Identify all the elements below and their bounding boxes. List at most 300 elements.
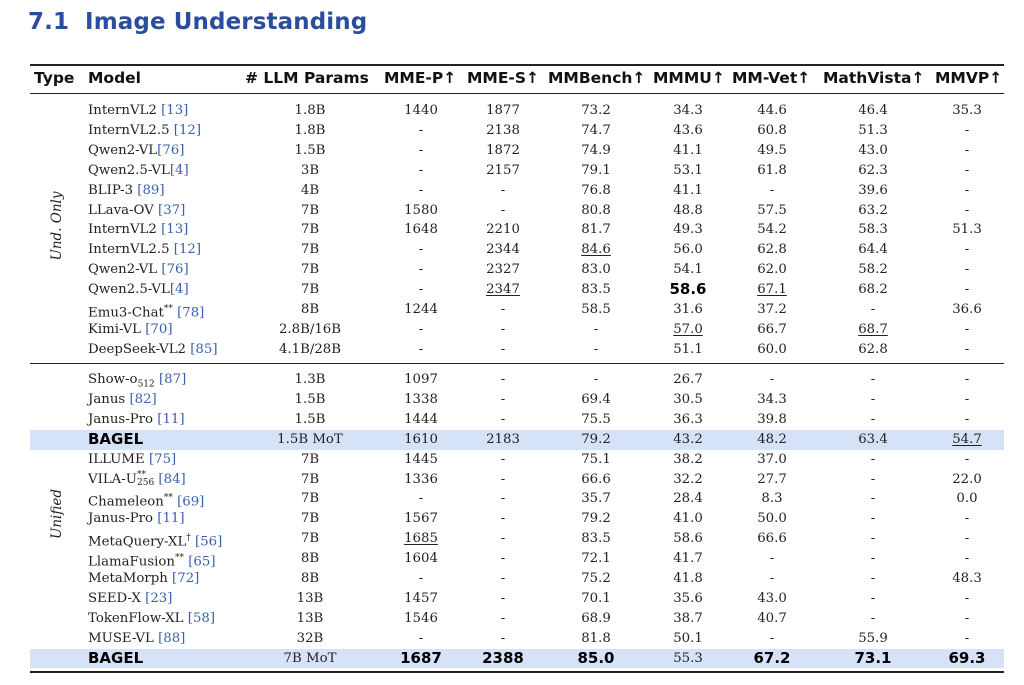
- cell-mmes: -: [500, 302, 506, 317]
- cell-mmbench: 81.7: [581, 222, 611, 238]
- cell-mmvet: 66.7: [757, 321, 787, 337]
- section-heading: [28, 9, 367, 35]
- cell-mmvp: -: [964, 321, 970, 337]
- cell-mathvista: -: [870, 451, 876, 467]
- citation-link[interactable]: [13]: [161, 103, 189, 118]
- cell-mmvet: 37.0: [757, 451, 787, 467]
- cell-mmmu: 54.1: [673, 262, 703, 278]
- cell-mmes: -: [500, 630, 506, 646]
- cell-mmep: 1440: [404, 103, 438, 118]
- col-header-mmep: MME-P↑: [384, 69, 457, 87]
- cell-mathvista: -: [870, 511, 876, 527]
- cell-model: Janus [82]: [88, 391, 157, 407]
- cell-mmbench: 35.7: [581, 491, 611, 507]
- cell-mmbench: 70.1: [581, 590, 611, 606]
- cell-mmmu: 53.1: [673, 162, 703, 178]
- cell-mathvista: 63.4: [858, 431, 888, 447]
- cell-mmvp: -: [964, 162, 970, 178]
- cell-mmvet: 48.2: [757, 431, 787, 447]
- cell-mmep: -: [418, 182, 424, 198]
- cell-mmvet: 50.0: [757, 511, 787, 527]
- table-row: [30, 121, 1004, 141]
- table-row: [30, 280, 1004, 300]
- cell-mmvp: -: [964, 202, 970, 218]
- cell-mathvista: 43.0: [858, 142, 888, 158]
- cell-mmvet: 37.2: [757, 302, 787, 317]
- cell-mathvista: -: [870, 471, 876, 487]
- cell-mmep: 1546: [404, 610, 438, 626]
- cell-mathvista: 58.2: [858, 262, 888, 278]
- citation-link[interactable]: [13]: [161, 222, 189, 238]
- cell-mmes: -: [500, 610, 506, 626]
- cell-mathvista: 68.2: [858, 282, 888, 298]
- cell-mmmu: 41.8: [673, 571, 703, 586]
- cell-mmvet: 67.2: [753, 648, 791, 667]
- cell-mmvet: 27.7: [757, 471, 787, 487]
- cell-mmvp: 51.3: [952, 222, 982, 238]
- cell-mmbench: 74.9: [581, 142, 611, 158]
- citation-link[interactable]: [78]: [177, 305, 205, 321]
- table-row: [30, 549, 1004, 569]
- table-row: [30, 609, 1004, 629]
- cell-params: 7B: [300, 531, 320, 547]
- cell-mmbench: 66.6: [581, 471, 611, 487]
- cell-mmvet: 54.2: [757, 222, 787, 238]
- group-label-unified: Unified: [49, 488, 65, 540]
- table-row: [30, 410, 1004, 430]
- cell-mmep: -: [418, 282, 424, 298]
- cell-model: InternVL2.5 [12]: [88, 122, 202, 138]
- cell-params: 7B: [300, 202, 320, 218]
- cell-mmmu: 58.6: [673, 531, 703, 547]
- cell-mathvista: -: [870, 531, 876, 547]
- cell-mathvista: -: [870, 372, 876, 387]
- cell-mmes: -: [500, 491, 506, 507]
- cell-model: SEED-X [23]: [88, 590, 173, 606]
- table-header-rule: [30, 93, 1004, 94]
- cell-params: 7B MoT: [283, 650, 337, 666]
- cell-mmep: -: [418, 491, 424, 507]
- cell-mmep: 1445: [404, 451, 438, 467]
- cell-mmes: -: [500, 341, 506, 357]
- cell-model: InternVL2 [13]: [88, 103, 189, 118]
- cell-mmvp: 69.3: [948, 648, 986, 667]
- cell-mmvet: 40.7: [757, 610, 787, 626]
- cell-mmep: 1687: [400, 648, 442, 667]
- cell-params: 1.8B: [294, 103, 326, 118]
- cell-mmvet: 62.0: [757, 262, 787, 278]
- cell-mmes: -: [500, 182, 506, 198]
- table-row: [30, 390, 1004, 410]
- cell-mmes: -: [500, 321, 506, 337]
- citation-link[interactable]: [12]: [173, 122, 202, 138]
- table-row: [30, 201, 1004, 221]
- cell-mmbench: 85.0: [577, 648, 615, 667]
- cell-mmmu: 38.2: [673, 451, 703, 467]
- cell-mmvet: 44.6: [757, 103, 787, 118]
- citation-link[interactable]: [72]: [172, 571, 200, 586]
- cell-mmmu: 41.1: [673, 182, 703, 198]
- cell-mmvet: 60.8: [757, 122, 787, 138]
- cell-params: 32B: [296, 630, 324, 646]
- cell-mmvet: -: [769, 571, 775, 586]
- cell-mmes: -: [500, 451, 506, 467]
- cell-mmvet: 8.3: [761, 491, 783, 507]
- cell-mmbench: 83.5: [581, 531, 611, 547]
- col-header-mmvp: MMVP↑: [935, 69, 1003, 87]
- cell-mmep: -: [418, 630, 424, 646]
- cell-model: Janus-Pro [11]: [88, 511, 185, 527]
- cell-mmmu: 34.3: [673, 103, 703, 118]
- cell-params: 1.8B: [294, 122, 326, 138]
- cell-mathvista: -: [870, 551, 876, 567]
- cell-params: 1.5B: [294, 142, 326, 158]
- cell-mmmu: 26.7: [673, 372, 703, 387]
- cell-model: MetaQuery-XL† [56]: [88, 533, 223, 550]
- citation-link[interactable]: [75]: [148, 451, 177, 467]
- cell-params: 7B: [300, 511, 320, 527]
- cell-mmvp: -: [964, 411, 970, 427]
- cell-mmvp: -: [964, 262, 970, 278]
- table-row: [30, 649, 1004, 669]
- cell-mmvet: 43.0: [757, 590, 787, 606]
- table-row: [30, 320, 1004, 340]
- cell-params: 1.5B: [294, 391, 326, 407]
- cell-mmes: 2183: [486, 431, 520, 447]
- cell-mmmu: 57.0: [673, 321, 703, 337]
- citation-link[interactable]: [76]: [157, 142, 185, 158]
- cell-mmbench: 73.2: [581, 103, 611, 118]
- cell-model: Show-$o_{512}$ [87]: [88, 372, 187, 390]
- citation-link[interactable]: [58]: [187, 610, 216, 626]
- citation-link[interactable]: [82]: [129, 391, 157, 407]
- cell-mmmu: 49.3: [673, 222, 703, 238]
- cell-mmvp: -: [964, 372, 970, 387]
- cell-mmep: 1610: [404, 431, 438, 447]
- cell-model: Qwen2.5-VL[4]: [88, 162, 189, 178]
- cell-params: 1.3B: [294, 372, 326, 387]
- citation-link[interactable]: [4]: [169, 162, 189, 178]
- cell-mmvp: 35.3: [952, 103, 982, 118]
- cell-params: 13B: [296, 590, 324, 606]
- cell-mmep: -: [418, 341, 424, 357]
- citation-link[interactable]: [89]: [137, 182, 165, 198]
- table-row: [30, 489, 1004, 509]
- cell-params: 7B: [300, 262, 320, 278]
- cell-mmbench: -: [593, 321, 599, 337]
- cell-mmes: 2344: [486, 242, 520, 258]
- cell-mathvista: -: [870, 491, 876, 507]
- cell-mathvista: 63.2: [858, 202, 888, 218]
- cell-mmvp: -: [964, 391, 970, 407]
- cell-model: MUSE-VL [88]: [88, 630, 186, 646]
- table-row: [30, 430, 1004, 450]
- table-row: [30, 300, 1004, 320]
- citation-link[interactable]: [70]: [145, 321, 173, 337]
- cell-mmmu: 31.6: [673, 302, 703, 317]
- cell-mmvet: 62.8: [757, 242, 787, 258]
- cell-mmmu: 51.1: [673, 341, 703, 357]
- citation-link[interactable]: [69]: [177, 494, 205, 510]
- cell-mmbench: 58.5: [581, 302, 611, 317]
- cell-mmvp: -: [964, 122, 970, 138]
- citation-link[interactable]: [87]: [158, 372, 187, 387]
- citation-link[interactable]: [11]: [157, 411, 185, 427]
- cell-mmes: 2157: [486, 162, 520, 178]
- cell-mmbench: 79.1: [581, 162, 611, 178]
- cell-model: InternVL2.5 [12]: [88, 242, 202, 258]
- cell-mathvista: 55.9: [858, 630, 888, 646]
- cell-mmbench: 81.8: [581, 630, 611, 646]
- cell-mmmu: 41.1: [673, 142, 703, 158]
- cell-params: 8B: [300, 571, 320, 586]
- cell-mmep: -: [418, 242, 424, 258]
- cell-mmep: 1097: [404, 372, 438, 387]
- cell-mmbench: 84.6: [581, 242, 611, 258]
- cell-mmbench: 83.5: [581, 282, 611, 298]
- cell-mmep: -: [418, 321, 424, 337]
- cell-mmes: -: [500, 590, 506, 606]
- cell-mmep: 1685: [404, 531, 438, 547]
- cell-mmvp: -: [964, 551, 970, 567]
- group-separator-rule: [30, 363, 1004, 364]
- cell-mmvp: -: [964, 142, 970, 158]
- cell-mmmu: 50.1: [673, 630, 703, 646]
- citation-link[interactable]: [11]: [157, 511, 185, 527]
- citation-link[interactable]: [23]: [145, 590, 173, 606]
- cell-params: 3B: [300, 162, 320, 178]
- cell-mmep: -: [418, 162, 424, 178]
- cell-mathvista: -: [870, 590, 876, 606]
- cell-mmvet: 66.6: [757, 531, 787, 547]
- cell-mathvista: 64.4: [858, 242, 888, 258]
- cell-mmmu: 41.7: [673, 551, 703, 567]
- cell-mmmu: 43.2: [673, 431, 703, 447]
- cell-mmvp: -: [964, 590, 970, 606]
- cell-params: 8B: [300, 302, 320, 317]
- cell-mmvp: -: [964, 341, 970, 357]
- cell-params: 2.8B/16B: [278, 321, 342, 337]
- cell-model: Kimi-VL [70]: [88, 321, 173, 337]
- cell-model: ILLUME [75]: [88, 451, 177, 467]
- cell-mmmu: 43.6: [673, 122, 703, 138]
- cell-mmes: 2388: [482, 648, 524, 667]
- cell-mmvet: -: [769, 551, 775, 567]
- cell-mmep: 1244: [404, 302, 438, 317]
- table-row: [30, 141, 1004, 161]
- cell-mmep: 1580: [404, 202, 438, 218]
- cell-mmes: -: [500, 571, 506, 586]
- table-row: [30, 450, 1004, 470]
- cell-mathvista: 62.8: [858, 341, 888, 357]
- cell-mmvet: -: [769, 182, 775, 198]
- cell-model: DeepSeek-VL2 [85]: [88, 341, 218, 357]
- cell-mmbench: 80.8: [581, 202, 611, 218]
- cell-mmvp: -: [964, 511, 970, 527]
- cell-mmvp: -: [964, 451, 970, 467]
- table-row: [30, 529, 1004, 549]
- cell-mathvista: -: [870, 302, 876, 317]
- cell-mmbench: 79.2: [581, 511, 611, 527]
- cell-mmep: 1457: [404, 590, 438, 606]
- cell-mmes: -: [500, 511, 506, 527]
- cell-model: Qwen2-VL [76]: [88, 262, 189, 278]
- cell-mmmu: 35.6: [673, 590, 703, 606]
- cell-mmvet: 39.8: [757, 411, 787, 427]
- table-row: [30, 240, 1004, 260]
- cell-mmes: -: [500, 391, 506, 407]
- cell-mmvp: 36.6: [952, 302, 982, 317]
- cell-mathvista: 58.3: [858, 222, 888, 238]
- cell-model: LlamaFusion** [65]: [88, 553, 216, 570]
- cell-mmmu: 38.7: [673, 610, 703, 626]
- table-top-rule: [30, 64, 1004, 66]
- cell-mathvista: 68.7: [858, 321, 888, 337]
- col-header-params: # LLM Params: [245, 69, 369, 87]
- group-label-und-only: Und. Only: [49, 191, 65, 261]
- cell-mmvet: 61.8: [757, 162, 787, 178]
- table-bottom-rule: [30, 671, 1004, 673]
- cell-mmes: 2210: [486, 222, 520, 238]
- citation-link[interactable]: [76]: [161, 262, 189, 278]
- section-number: 7.1: [28, 9, 70, 35]
- cell-params: 7B: [300, 222, 320, 238]
- cell-mmbench: 72.1: [581, 551, 611, 567]
- cell-mmmu: 36.3: [673, 411, 703, 427]
- col-header-model: Model: [88, 69, 141, 87]
- cell-mmmu: 55.3: [673, 650, 703, 666]
- cell-mmep: -: [418, 262, 424, 278]
- cell-mmep: 1604: [404, 551, 438, 567]
- cell-params: 7B: [300, 451, 320, 467]
- cell-mmes: 2347: [486, 282, 520, 298]
- cell-model: BLIP-3 [89]: [88, 182, 165, 198]
- col-header-mathvista: MathVista↑: [823, 69, 925, 87]
- table-row: [30, 629, 1004, 649]
- cell-mmes: 1877: [486, 103, 520, 118]
- col-header-mmvet: MM-Vet↑: [732, 69, 811, 87]
- cell-params: 4.1B/28B: [278, 341, 342, 357]
- citation-link[interactable]: [56]: [195, 534, 223, 550]
- col-header-mmes: MME-S↑: [467, 69, 540, 87]
- cell-mmes: -: [500, 372, 506, 387]
- cell-mmbench: 74.7: [581, 122, 611, 138]
- cell-model: BAGEL: [88, 648, 144, 667]
- table-row: [30, 340, 1004, 360]
- cell-mmvp: 0.0: [956, 491, 978, 507]
- cell-mmmu: 56.0: [673, 242, 703, 258]
- cell-mmvp: 54.7: [952, 431, 982, 447]
- cell-mmep: -: [418, 122, 424, 138]
- cell-model: Chameleon** [69]: [88, 493, 205, 510]
- cell-mathvista: 51.3: [858, 122, 888, 138]
- cell-mmes: -: [500, 202, 506, 218]
- table-row: [30, 569, 1004, 589]
- cell-mmvet: -: [769, 372, 775, 387]
- table-row: [30, 101, 1004, 121]
- table-row: [30, 370, 1004, 390]
- cell-model: MetaMorph [72]: [88, 571, 200, 586]
- cell-mathvista: 62.3: [858, 162, 888, 178]
- cell-mmbench: 75.2: [581, 571, 611, 586]
- cell-mmmu: 32.2: [673, 471, 703, 487]
- citation-link[interactable]: [85]: [190, 341, 218, 357]
- cell-mmbench: 68.9: [581, 610, 611, 626]
- cell-mmep: 1567: [404, 511, 438, 527]
- cell-mmmu: 28.4: [673, 491, 703, 507]
- cell-mmes: -: [500, 411, 506, 427]
- table-row: [30, 470, 1004, 490]
- cell-mmbench: -: [593, 341, 599, 357]
- cell-mmvp: -: [964, 610, 970, 626]
- citation-link[interactable]: [88]: [158, 630, 186, 646]
- col-header-mmmu: MMMU↑: [653, 69, 725, 87]
- cell-mmes: 2327: [486, 262, 520, 278]
- cell-params: 8B: [300, 551, 320, 567]
- col-header-type: Type: [34, 69, 75, 87]
- table-row: [30, 589, 1004, 609]
- col-header-mmbench: MMBench↑: [548, 69, 646, 87]
- cell-params: 7B: [300, 491, 320, 507]
- cell-mmbench: 69.4: [581, 391, 611, 407]
- table-row: [30, 181, 1004, 201]
- cell-mmvet: 34.3: [757, 391, 787, 407]
- citation-link[interactable]: [4]: [169, 282, 189, 298]
- cell-params: 4B: [300, 182, 320, 198]
- cell-mmep: -: [418, 571, 424, 586]
- table-row: [30, 509, 1004, 529]
- cell-model: LLava-OV [37]: [88, 202, 186, 218]
- cell-params: 13B: [296, 610, 324, 626]
- cell-mathvista: 39.6: [858, 182, 888, 198]
- citation-link[interactable]: [84]: [158, 471, 186, 487]
- cell-mathvista: -: [870, 411, 876, 427]
- cell-mmvp: 48.3: [952, 571, 982, 586]
- cell-mmvet: 67.1: [757, 282, 787, 298]
- citation-link[interactable]: [12]: [173, 242, 202, 258]
- cell-mmvp: 22.0: [952, 471, 982, 487]
- cell-mmbench: -: [593, 372, 599, 387]
- cell-model: TokenFlow-XL [58]: [88, 610, 216, 626]
- cell-mmes: -: [500, 471, 506, 487]
- cell-mmes: -: [500, 531, 506, 547]
- cell-mmvp: -: [964, 282, 970, 298]
- citation-link[interactable]: [37]: [158, 202, 186, 218]
- cell-mmes: -: [500, 551, 506, 567]
- cell-model: Qwen2.5-VL[4]: [88, 282, 189, 298]
- cell-mathvista: 73.1: [854, 648, 892, 667]
- section-title: Image Understanding: [85, 9, 368, 35]
- cell-mmvp: -: [964, 182, 970, 198]
- cell-mmes: 1872: [486, 142, 520, 158]
- cell-mmes: 2138: [486, 122, 520, 138]
- cell-params: 7B: [300, 471, 320, 487]
- cell-mmbench: 75.1: [581, 451, 611, 467]
- citation-link[interactable]: [65]: [188, 554, 216, 570]
- cell-model: Emu3-Chat** [78]: [88, 304, 205, 321]
- cell-mmmu: 58.6: [669, 280, 707, 299]
- cell-model: BAGEL: [88, 429, 144, 448]
- cell-model: InternVL2 [13]: [88, 222, 189, 238]
- cell-mmvp: -: [964, 630, 970, 646]
- cell-mmbench: 76.8: [581, 182, 611, 198]
- table-row: [30, 220, 1004, 240]
- cell-mmmu: 41.0: [673, 511, 703, 527]
- cell-mmep: 1648: [404, 222, 438, 238]
- cell-model: VILA-U ** 256 [84]: [88, 470, 186, 488]
- table-row: [30, 260, 1004, 280]
- cell-mmep: -: [418, 142, 424, 158]
